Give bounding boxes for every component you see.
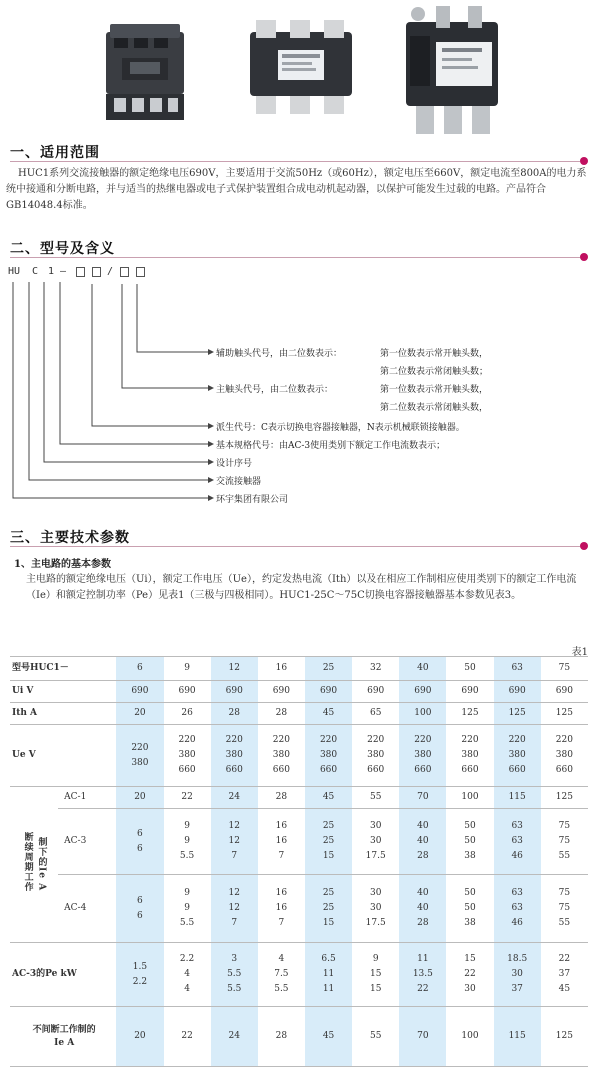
cell: 70 xyxy=(399,1007,446,1067)
row-ue xyxy=(10,725,588,787)
cell: 1.5 2.2 xyxy=(116,943,163,1007)
cell: 12 xyxy=(211,657,258,681)
cell: 30 30 17.5 xyxy=(352,809,399,875)
cell: 16 16 7 xyxy=(258,875,305,943)
cell: 16 16 7 xyxy=(258,809,305,875)
cell: 12 12 7 xyxy=(211,809,258,875)
cell: 75 75 55 xyxy=(541,875,588,943)
row-model xyxy=(10,657,588,681)
cell: 690 xyxy=(352,681,399,703)
cell: 125 xyxy=(541,787,588,809)
cell: 9 15 15 xyxy=(352,943,399,1007)
cell: 690 xyxy=(541,681,588,703)
cell: 12 12 7 xyxy=(211,875,258,943)
cell: 690 xyxy=(211,681,258,703)
cell: 45 xyxy=(305,1007,352,1067)
scope-paragraph: HUC1系列交流接触器的额定绝缘电压690V，主要适用于交流50Hz（或60Hz），额定电压至660V，额定电流至800A的电力系统中接通和分断电路，并与适当的热继电器或电子式保护装置组合成电动机起动器，以保护可能发生过载的电路。产品符合GB14048.4标准。 xyxy=(6,168,587,211)
cell: 4 7.5 5.5 xyxy=(258,943,305,1007)
cell: 125 xyxy=(541,703,588,725)
cell: 50 xyxy=(446,657,493,681)
row-iec xyxy=(10,1007,588,1067)
subsection-heading: 1、主电路的基本参数 xyxy=(14,559,111,570)
ui-label: Ui V xyxy=(10,681,116,703)
cell: 100 xyxy=(399,703,446,725)
cell: 220 380 660 xyxy=(541,725,588,787)
cell: 220 380 660 xyxy=(446,725,493,787)
cell: 690 xyxy=(164,681,211,703)
code-prefix: HU xyxy=(8,266,21,277)
cell: 24 xyxy=(211,1007,258,1067)
cell: 220 380 660 xyxy=(399,725,446,787)
cell: 220 380 660 xyxy=(211,725,258,787)
cell: 690 xyxy=(399,681,446,703)
row-ac4 xyxy=(10,875,588,943)
cell: 220 380 660 xyxy=(164,725,211,787)
cell: 6 6 xyxy=(116,809,163,875)
cell: 20 xyxy=(116,1007,163,1067)
label-derived-code: 派生代号：C表示切换电容器接触器，N表示机械联锁接触器。 xyxy=(216,423,465,433)
ac3-label: AC-3 xyxy=(58,809,116,875)
cell: 220 380 660 xyxy=(494,725,541,787)
label-ac-contactor: 交流接触器 xyxy=(216,477,262,487)
cell: 20 xyxy=(116,703,163,725)
label-main-contact: 主触头代号，由二位数表示： xyxy=(216,385,334,395)
cell: 690 xyxy=(258,681,305,703)
row-ac3 xyxy=(10,809,588,875)
ac1-label: AC-1 xyxy=(58,787,116,809)
cell: 690 xyxy=(305,681,352,703)
cell: 125 xyxy=(541,1007,588,1067)
cell: 28 xyxy=(258,787,305,809)
code-dash: — xyxy=(60,266,67,277)
row-pe xyxy=(10,943,588,1007)
cell: 50 50 38 xyxy=(446,809,493,875)
ith-label: Ith A xyxy=(10,703,116,725)
cell: 65 xyxy=(352,703,399,725)
ac4-label: AC-4 xyxy=(58,875,116,943)
row-ac1 xyxy=(10,787,588,809)
cell: 55 xyxy=(352,787,399,809)
cell: 22 xyxy=(164,1007,211,1067)
cell: 125 xyxy=(494,703,541,725)
label-aux-line1: 第一位数表示常开触头数， xyxy=(380,349,489,359)
cell: 220 380 xyxy=(116,725,163,787)
cell: 55 xyxy=(352,1007,399,1067)
ue-label: Ue V xyxy=(10,725,116,787)
label-aux-contact: 辅助触头代号，由二位数表示： xyxy=(216,349,343,359)
cell: 16 xyxy=(258,657,305,681)
cell: 28 xyxy=(258,1007,305,1067)
ie-group-outer: 断续周期工作 xyxy=(22,831,33,892)
label-basic-spec: 基本规格代号：由AC-3使用类别下额定工作电流数表示； xyxy=(216,441,446,451)
iec-label xyxy=(10,1007,116,1067)
cell: 115 xyxy=(494,787,541,809)
cell: 40 xyxy=(399,657,446,681)
cell: 30 30 17.5 xyxy=(352,875,399,943)
cell: 25 25 15 xyxy=(305,875,352,943)
code-c: C xyxy=(32,266,39,277)
cell: 40 40 28 xyxy=(399,809,446,875)
cell: 70 xyxy=(399,787,446,809)
table-caption: 表1 xyxy=(571,647,588,658)
code-slash: / xyxy=(107,266,114,277)
section-title-params: 三、主要技术参数 xyxy=(10,530,130,546)
label-main-line2: 第二位数表示常闭触头数， xyxy=(380,403,489,413)
cell: 75 75 55 xyxy=(541,809,588,875)
cell: 690 xyxy=(494,681,541,703)
cell: 28 xyxy=(211,703,258,725)
ie-group-label xyxy=(10,787,58,943)
parameters-table xyxy=(10,656,588,1067)
cell: 45 xyxy=(305,703,352,725)
cell: 15 22 30 xyxy=(446,943,493,1007)
cell: 690 xyxy=(446,681,493,703)
code-one: 1 xyxy=(48,266,55,277)
row-ith xyxy=(10,703,588,725)
cell: 9 9 5.5 xyxy=(164,809,211,875)
label-company: 环宇集团有限公司 xyxy=(216,495,289,505)
cell: 11 13.5 22 xyxy=(399,943,446,1007)
ie-group-inner: 制下的Ie A xyxy=(36,837,47,892)
section-title-scope: 一、适用范围 xyxy=(10,145,100,161)
cell: 63 63 46 xyxy=(494,875,541,943)
cell: 45 xyxy=(305,787,352,809)
label-aux-line2: 第二位数表示常闭触头数； xyxy=(380,367,489,377)
cell: 6 xyxy=(116,657,163,681)
section-divider-dot xyxy=(580,542,588,550)
cell: 3 5.5 5.5 xyxy=(211,943,258,1007)
pe-label: AC-3的Pe kW xyxy=(10,943,116,1007)
cell: 40 40 28 xyxy=(399,875,446,943)
model-label: 型号HUC1－ xyxy=(10,657,116,681)
cell: 9 xyxy=(164,657,211,681)
cell: 20 xyxy=(116,787,163,809)
cell: 22 xyxy=(164,787,211,809)
cell: 9 9 5.5 xyxy=(164,875,211,943)
cell: 26 xyxy=(164,703,211,725)
cell: 6 6 xyxy=(116,875,163,943)
cell: 2.2 4 4 xyxy=(164,943,211,1007)
cell: 220 380 660 xyxy=(258,725,305,787)
cell: 63 xyxy=(494,657,541,681)
cell: 25 25 15 xyxy=(305,809,352,875)
cell: 28 xyxy=(258,703,305,725)
cell: 6.5 11 11 xyxy=(305,943,352,1007)
cell: 125 xyxy=(446,703,493,725)
cell: 63 63 46 xyxy=(494,809,541,875)
cell: 115 xyxy=(494,1007,541,1067)
cell: 50 50 38 xyxy=(446,875,493,943)
row-ui xyxy=(10,681,588,703)
cell: 18.5 30 37 xyxy=(494,943,541,1007)
section-title-model: 二、型号及含义 xyxy=(10,241,115,257)
cell: 100 xyxy=(446,1007,493,1067)
iec-label-line1: 不间断工作制的 xyxy=(32,1024,96,1035)
cell: 75 xyxy=(541,657,588,681)
cell: 24 xyxy=(211,787,258,809)
cell: 690 xyxy=(116,681,163,703)
cell: 25 xyxy=(305,657,352,681)
iec-label-line2: Ie A xyxy=(54,1037,75,1048)
cell: 220 380 660 xyxy=(352,725,399,787)
params-paragraph: 主电路的额定绝缘电压（Ui），额定工作电压（Ue），约定发热电流（Ith）以及在相应工作制相应使用类别下的额定工作电流（Ie）和额定控制功率（Pe）见表1（三极与四极相同）。HUC1-25C～75C切换电容器接触器基本参数见表3。 xyxy=(26,574,577,601)
cell: 32 xyxy=(352,657,399,681)
label-design-no: 设计序号 xyxy=(216,459,253,469)
cell: 22 37 45 xyxy=(541,943,588,1007)
label-main-line1: 第一位数表示常开触头数， xyxy=(380,385,489,395)
cell: 220 380 660 xyxy=(305,725,352,787)
cell: 100 xyxy=(446,787,493,809)
section-divider xyxy=(10,546,580,547)
